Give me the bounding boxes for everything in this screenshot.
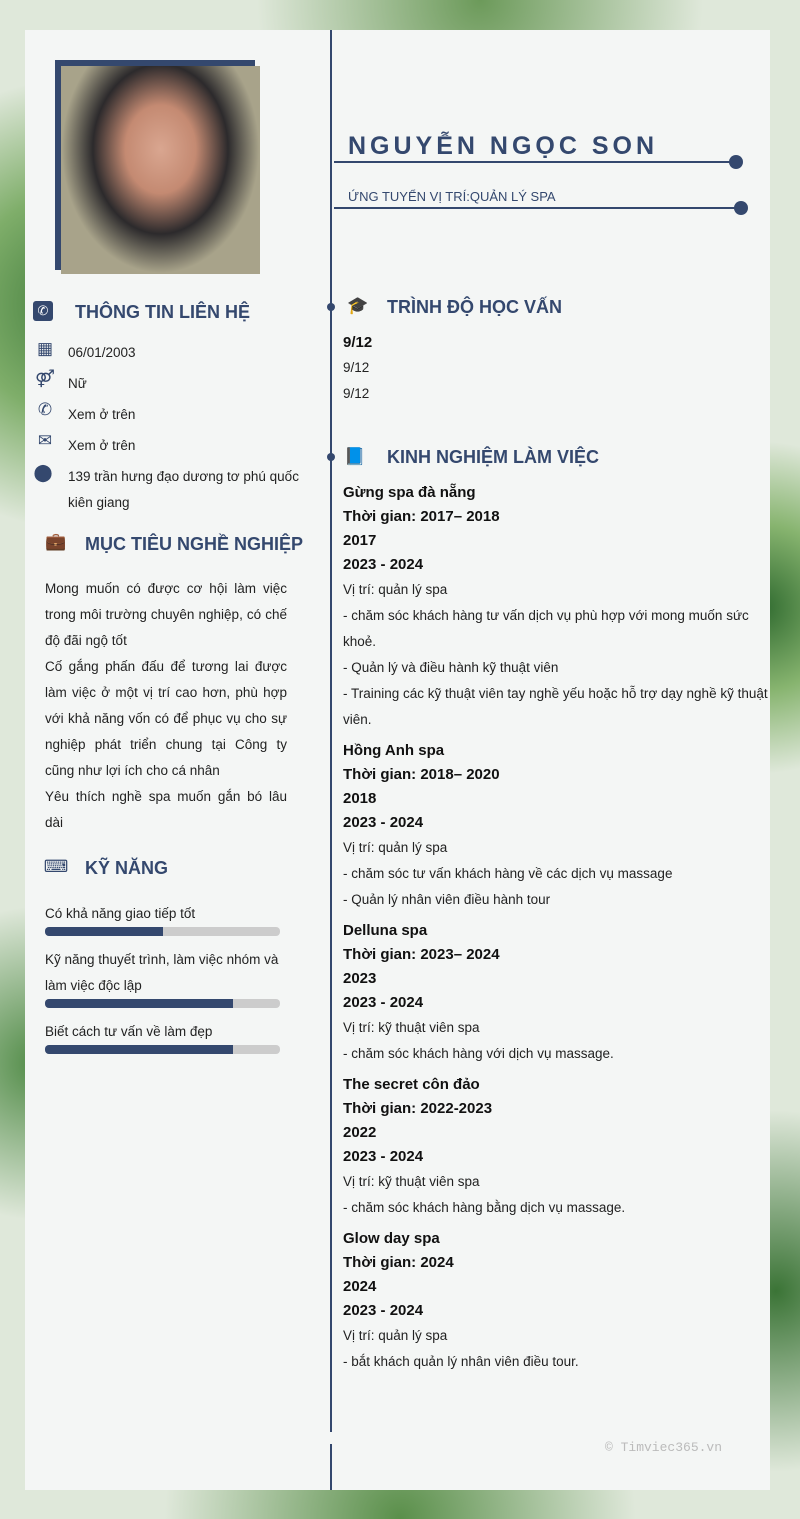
section-dot [327, 303, 335, 311]
job-detail: Vị trí: quản lý spa [343, 1328, 448, 1343]
job-detail: - Training các kỹ thuật viên tay nghề yếu hoặc hỗ trợ dạy nghề kỹ thuật viên. [343, 686, 768, 727]
graduation-cap-icon: 🎓 [347, 296, 369, 315]
job-year: 2017 [343, 532, 377, 549]
job-detail: - Quản lý và điều hành kỹ thuật viên [343, 660, 559, 675]
job-detail: - chăm sóc khách hàng bằng dịch vụ massage. [343, 1200, 626, 1215]
skills-heading: KỸ NĂNG [85, 858, 169, 878]
footer-watermark: © Timviec365.vn [605, 1440, 723, 1455]
experience-list [343, 481, 771, 1381]
job-time: Thời gian: 2022-2023 [343, 1100, 493, 1117]
job-company: Glow day spa [343, 1230, 440, 1247]
job-detail: Vị trí: kỹ thuật viên spa [343, 1020, 480, 1035]
keyboard-icon: ⌨ [43, 857, 69, 876]
skill-bar [45, 999, 280, 1008]
job-time: Thời gian: 2023– 2024 [343, 946, 500, 963]
job-range: 2023 - 2024 [343, 994, 424, 1011]
job-company: Hồng Anh spa [343, 742, 445, 759]
job-detail: Vị trí: kỹ thuật viên spa [343, 1174, 480, 1189]
job-range: 2023 - 2024 [343, 1148, 424, 1165]
job-time: Thời gian: 2017– 2018 [343, 508, 500, 525]
job-entry [343, 739, 771, 913]
objective-text [45, 576, 287, 836]
job-company: Delluna spa [343, 922, 428, 939]
address: 139 trần hưng đạo dương tơ phú quốc kiên giang [68, 469, 299, 510]
job-company: Gừng spa đà nẵng [343, 484, 476, 501]
skill-bar [45, 927, 280, 936]
education-line: 9/12 [343, 360, 370, 375]
phone: Xem ở trên [68, 407, 136, 422]
divider-gap [328, 1432, 334, 1444]
name-dot [729, 155, 743, 169]
job-detail: Vị trí: quản lý spa [343, 582, 448, 597]
job-range: 2023 - 2024 [343, 814, 424, 831]
book-icon: 📘 [344, 447, 366, 466]
position-dot [734, 201, 748, 215]
phone-square-icon: ✆ [33, 301, 53, 321]
job-year: 2024 [343, 1278, 377, 1295]
objective-line: Mong muốn có được cơ hội làm việc trong môi trường chuyên nghiệp, có chế độ đãi ngộ tốt [45, 581, 287, 648]
job-entry [343, 1227, 771, 1375]
job-entry [343, 481, 771, 733]
job-range: 2023 - 2024 [343, 556, 424, 573]
skill-label: Kỹ năng thuyết trình, làm việc nhóm và làm việc độc lập [45, 952, 279, 993]
name-underline [334, 161, 734, 163]
briefcase-icon: 💼 [45, 532, 67, 551]
education-line: 9/12 [343, 386, 370, 401]
skill-bar [45, 1045, 280, 1054]
objective-heading: MỤC TIÊU NGHỀ NGHIỆP [85, 534, 304, 554]
education-heading: TRÌNH ĐỘ HỌC VẤN [387, 297, 562, 317]
job-detail: - chăm sóc khách hàng tư vấn dịch vụ phù hợp với mong muốn sức khoẻ. [343, 608, 749, 649]
job-detail: - chăm sóc khách hàng với dịch vụ massage. [343, 1046, 614, 1061]
section-dot [327, 453, 335, 461]
job-year: 2023 [343, 970, 377, 987]
job-entry [343, 1073, 771, 1221]
skill-bar-fill [45, 927, 163, 936]
position-applied: ỨNG TUYỂN VỊ TRÍ:QUẢN LÝ SPA [348, 189, 556, 204]
job-year: 2022 [343, 1124, 377, 1141]
position-underline [334, 207, 739, 209]
map-marker-icon: ⬤ [33, 463, 53, 482]
birthday: 06/01/2003 [68, 345, 136, 360]
skill-label: Có khả năng giao tiếp tốt [45, 906, 196, 921]
job-year: 2018 [343, 790, 377, 807]
education-line: 9/12 [343, 334, 373, 351]
avatar-photo [61, 66, 260, 274]
job-detail: Vị trí: quản lý spa [343, 840, 448, 855]
skill-bar-fill [45, 1045, 233, 1054]
contact-heading: THÔNG TIN LIÊN HỆ [75, 302, 250, 322]
email: Xem ở trên [68, 438, 136, 453]
job-detail: - bắt khách quản lý nhân viên điều tour. [343, 1354, 579, 1369]
divider-line [330, 30, 332, 1490]
skill-label: Biết cách tư vấn về làm đẹp [45, 1024, 213, 1039]
job-detail: - chăm sóc tư vấn khách hàng về các dịch vụ massage [343, 866, 673, 881]
job-entry [343, 919, 771, 1067]
education-list [343, 331, 771, 407]
objective-line: Yêu thích nghề spa muốn gắn bó lâu dài [45, 789, 287, 830]
job-detail: - Quản lý nhân viên điều hành tour [343, 892, 551, 907]
experience-heading: KINH NGHIỆM LÀM VIỆC [387, 447, 600, 467]
calendar-icon: ▦ [36, 339, 54, 358]
objective-line: Cố gắng phấn đấu để tương lai được làm việc ở một vị trí cao hơn, phù hợp với khả năng vốn có để phục vụ cho sự nghiệp phát triển chung tại Công ty cũng như lợi ích cho cá nhân [45, 659, 287, 778]
job-time: Thời gian: 2018– 2020 [343, 766, 500, 783]
job-company: The secret côn đảo [343, 1076, 480, 1093]
skill-bar-fill [45, 999, 233, 1008]
gender-icon: ⚤ [35, 369, 55, 388]
candidate-name: NGUYỄN NGỌC SON [348, 132, 659, 160]
job-time: Thời gian: 2024 [343, 1254, 454, 1271]
envelope-icon: ✉ [37, 431, 53, 450]
job-range: 2023 - 2024 [343, 1302, 424, 1319]
phone-icon: ✆ [37, 400, 53, 419]
gender: Nữ [68, 376, 87, 391]
